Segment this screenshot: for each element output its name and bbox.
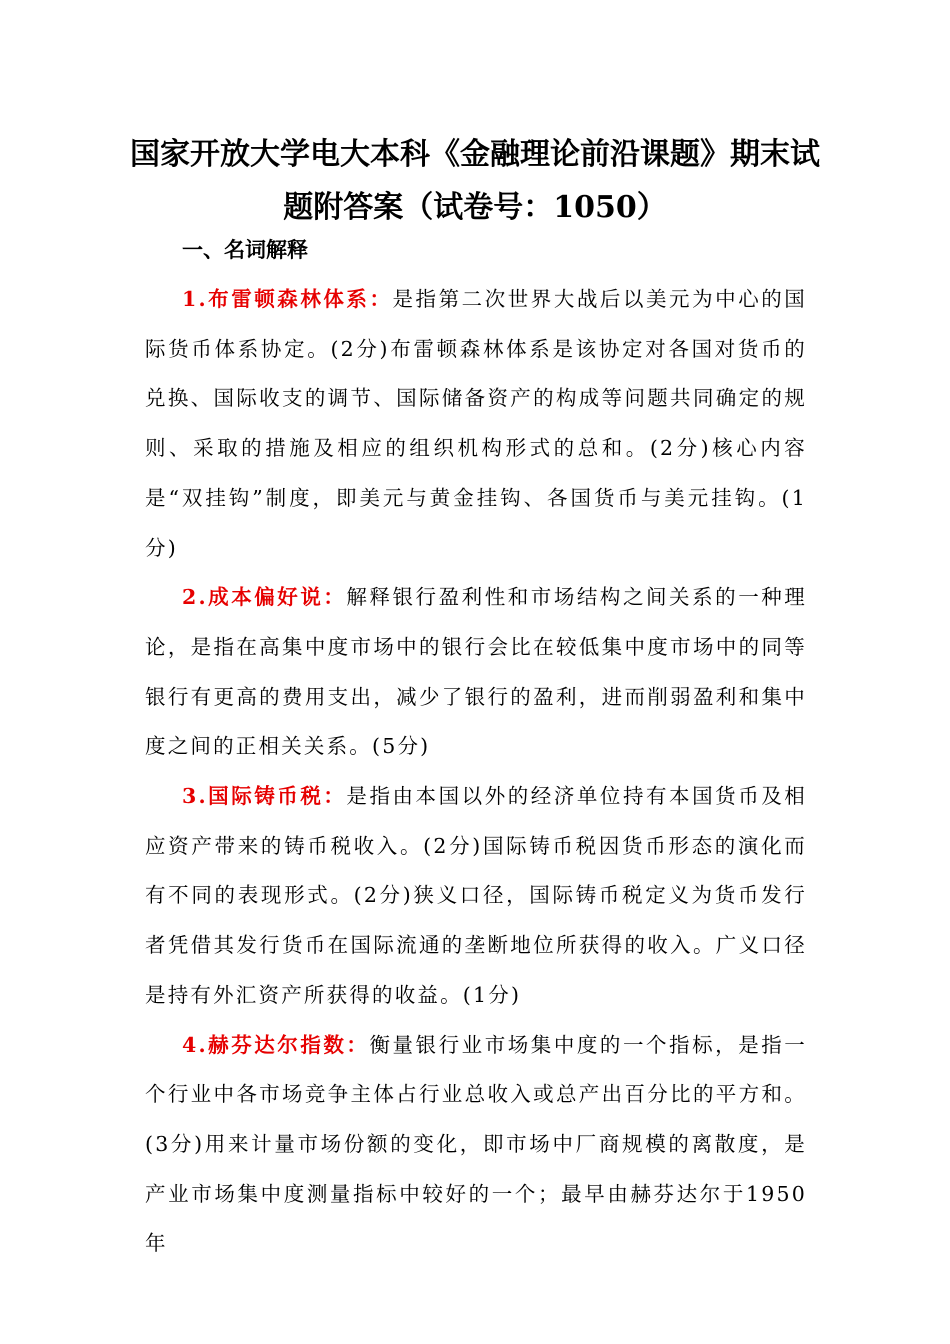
definition-list [145,275,807,1269]
document-title: 国家开放大学电大本科《金融理论前沿课题》期末试题附答案（试卷号：1050） [130,137,820,225]
definition-term: 1.布雷顿森林体系： [182,287,393,311]
definition-text: 解释银行盈利性和市场结构之间关系的一种理论，是指在高集中度市场中的银行会比在较低集中度市场中的同等银行有更高的费用支出，减少了银行的盈利，进而削弱盈利和集中度之间的正相关关系。(5分) [145,585,807,759]
definition-entry [145,772,807,1021]
definition-term: 4.赫芬达尔指数： [182,1032,370,1057]
definition-text: 是指由本国以外的经济单位持有本国货币及相应资产带来的铸币税收入。(2分)国际铸币税因货币形态的演化而有不同的表现形式。(2分)狭义口径，国际铸币税定义为货币发行者凭借其发行货币在国际流通的垄断地位所获得的收入。广义口径是持有外汇资产所获得的收益。(1分) [145,784,807,1007]
definition-text: 衡量银行业市场集中度的一个指标，是指一个行业中各市场竞争主体占行业总收入或总产出百分比的平方和。(3分)用来计量市场份额的变化，即市场中厂商规模的离散度，是产业市场集中度测量指标中较好的一个；最早由赫芬达尔于1950年 [145,1032,807,1256]
definition-text: 是指第二次世界大战后以美元为中心的国际货币体系协定。(2分)布雷顿森林体系是该协定对各国对货币的兑换、国际收支的调节、国际储备资产的构成等问题共同确定的规则、采取的措施及相应的组织机构形式的总和。(2分)核心内容是“双挂钩”制度，即美元与黄金挂钩、各国货币与美元挂钩。(1分) [145,287,807,560]
definition-term: 3.国际铸币税： [182,784,347,809]
definition-entry [145,275,807,573]
definition-term: 2.成本偏好说： [182,585,347,610]
definition-entry [145,1021,807,1270]
definition-entry [145,573,807,772]
section-heading: 一、名词解释 [182,237,308,262]
